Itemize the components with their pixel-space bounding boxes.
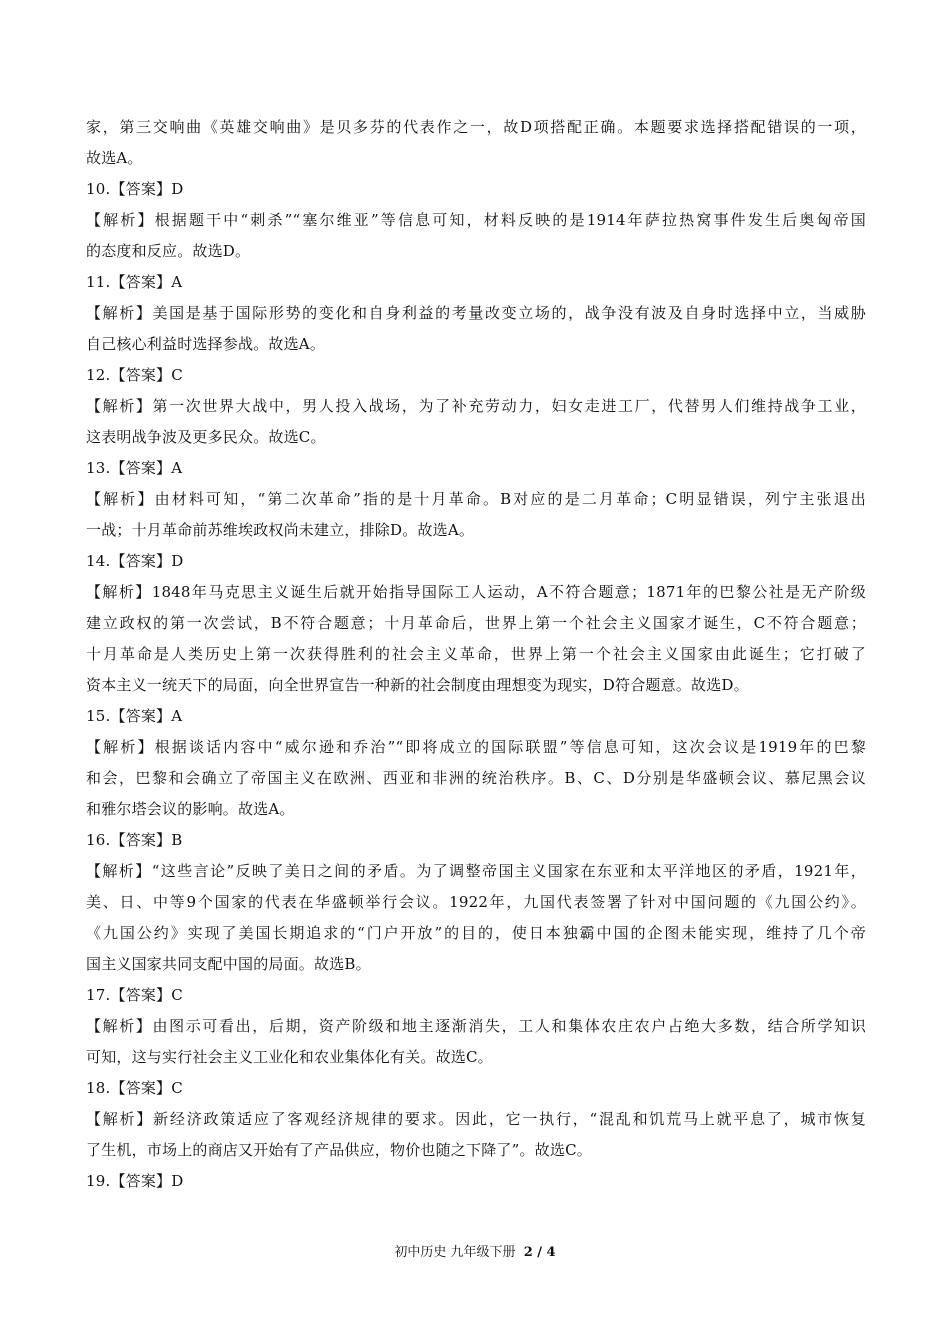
text-line: 【解析】1848年马克思主义诞生后就开始指导国际工人运动，A不符合题意；1871年的巴黎公社是无产阶级 (86, 583, 866, 601)
text-line: 建立政权的第一次尝试，B不符合题意；十月革命后，世界上第一个社会主义国家才诞生，C不符合题意； (86, 614, 866, 632)
text-line: 的态度和反应。故选D。 (86, 242, 251, 260)
text-line: 和会，巴黎和会确立了帝国主义在欧洲、西亚和非洲的统治秩序。B、C、D分别是华盛顿会议、慕尼黑会议 (86, 769, 866, 787)
footer-label: 初中历史 九年级下册 (394, 1245, 516, 1260)
text-line: 12.【答案】C (86, 366, 183, 384)
text-line: 国主义国家共同支配中国的局面。故选B。 (86, 955, 371, 973)
text-line: 【解析】根据题干中“刺杀”“塞尔维亚”等信息可知，材料反映的是1914年萨拉热窝事件发生后奥匈帝国 (86, 211, 866, 229)
text-line: 家，第三交响曲《英雄交响曲》是贝多芬的代表作之一，故D项搭配正确。本题要求选择搭配错误的一项， (86, 118, 866, 136)
text-line: 一战；十月革命前苏维埃政权尚未建立，排除D。故选A。 (86, 521, 475, 539)
text-line: 【解析】第一次世界大战中，男人投入战场，为了补充劳动力，妇女走进工厂，代替男人们维持战争工业， (86, 397, 866, 415)
text-line: 【解析】根据谈话内容中“威尔逊和乔治”“即将成立的国际联盟”等信息可知，这次会议是1919年的巴黎 (86, 738, 866, 756)
text-line: 【解析】新经济政策适应了客观经济规律的要求。因此，它一执行，“混乱和饥荒马上就平息了，城市恢复 (86, 1110, 866, 1128)
text-line: 【解析】“这些言论”反映了美日之间的矛盾。为了调整帝国主义国家在东亚和太平洋地区的矛盾，1921年， (86, 862, 866, 880)
text-line: 16.【答案】B (86, 831, 183, 849)
text-line: 这表明战争波及更多民众。故选C。 (86, 428, 326, 446)
text-line: 十月革命是人类历史上第一次获得胜利的社会主义革命，世界上第一个社会主义国家由此诞生；它打破了 (86, 645, 866, 663)
text-line: 18.【答案】C (86, 1079, 183, 1097)
text-line: 10.【答案】D (86, 180, 184, 198)
text-line: 11.【答案】A (86, 273, 183, 291)
text-line: 了生机，市场上的商店又开始有了产品供应，物价也随之下降了”。故选C。 (86, 1141, 592, 1159)
text-line: 和雅尔塔会议的影响。故选A。 (86, 800, 295, 818)
text-line: 可知，这与实行社会主义工业化和农业集体化有关。故选C。 (86, 1048, 493, 1066)
text-line: 《九国公约》实现了美国长期追求的“门户开放”的目的，使日本独霸中国的企图未能实现，维持了几个帝 (86, 924, 866, 942)
page-footer (0, 1244, 950, 1262)
document-body (86, 112, 866, 1197)
text-line: 14.【答案】D (86, 552, 184, 570)
text-line: 15.【答案】A (86, 707, 183, 725)
text-line: 美、日、中等9个国家的代表在华盛顿举行会议。1922年，九国代表签署了针对中国问题的《九国公约》。 (86, 893, 866, 911)
text-line: 19.【答案】D (86, 1172, 184, 1190)
text-line: 【解析】由图示可看出，后期，资产阶级和地主逐渐消失，工人和集体农庄农户占绝大多数，结合所学知识 (86, 1017, 866, 1035)
text-line: 【解析】美国是基于国际形势的变化和自身利益的考量改变立场的，战争没有波及自身时选择中立，当威胁 (86, 304, 866, 322)
text-line: 17.【答案】C (86, 986, 183, 1004)
text-line: 【解析】由材料可知，“第二次革命”指的是十月革命。B对应的是二月革命；C明显错误，列宁主张退出 (86, 490, 866, 508)
page-number: 2 / 4 (523, 1245, 556, 1260)
text-line: 故选A。 (86, 149, 143, 167)
text-line: 自己核心利益时选择参战。故选A。 (86, 335, 326, 353)
text-line: 资本主义一统天下的局面，向全世界宣告一种新的社会制度由理想变为现实，D符合题意。故选D。 (86, 676, 749, 694)
text-line: 13.【答案】A (86, 459, 183, 477)
